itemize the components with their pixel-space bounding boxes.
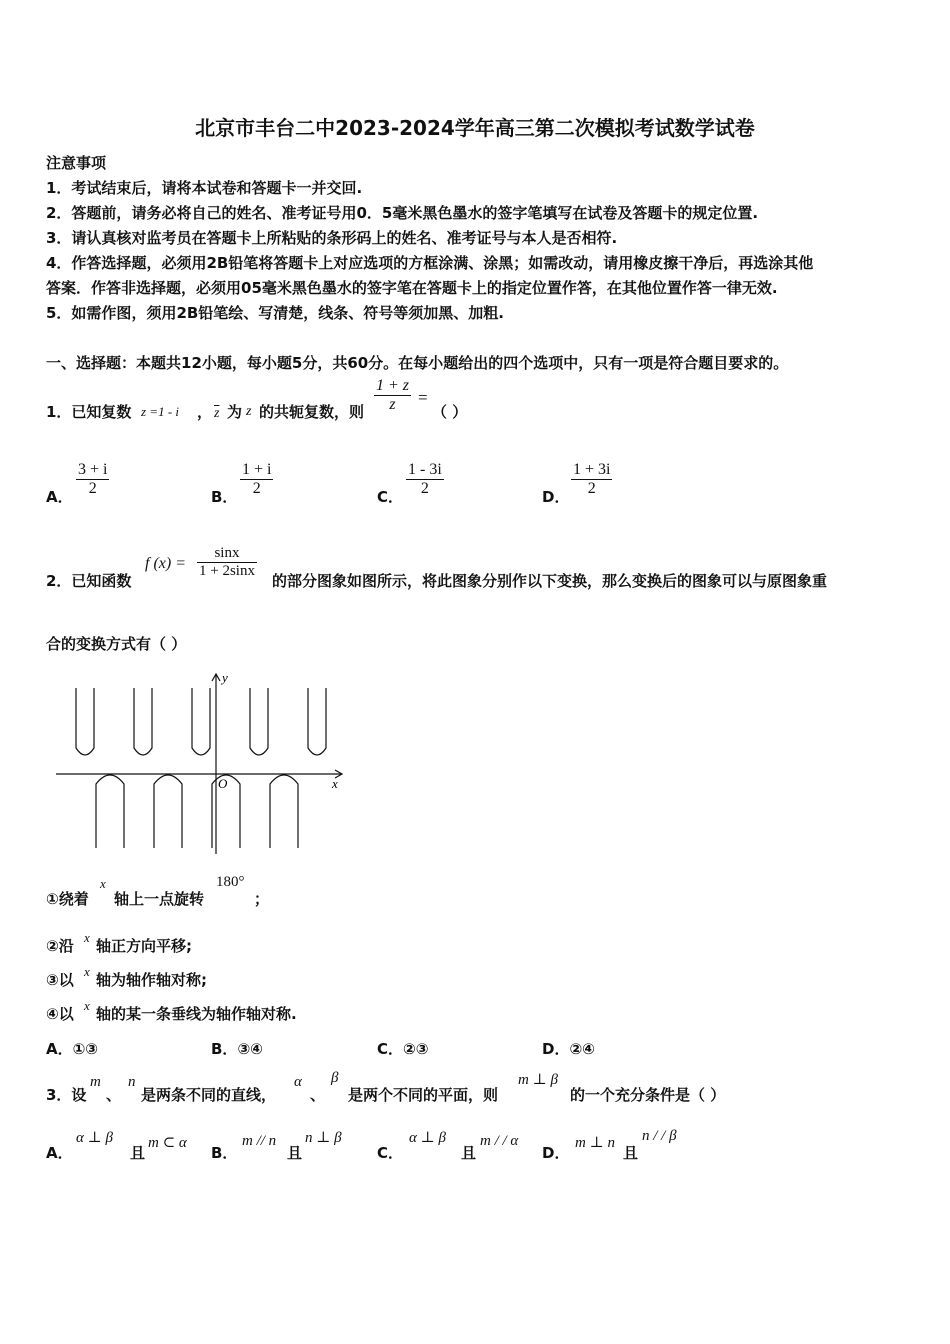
q2-option-d-label: D． [542, 1040, 570, 1058]
q2-t1b: 轴上一点旋转 [114, 890, 205, 908]
y-axis-label: y [222, 670, 228, 685]
q2-prefix: 2．已知函数 [46, 572, 132, 590]
curve-upper-1 [76, 688, 94, 755]
q1-mid2: 的共轭复数，则 [259, 403, 365, 421]
notice-item: 3．请认真核对监考员在答题卡上所粘贴的条形码上的姓名、准考证号与本人是否相符. [46, 229, 618, 247]
q2-fraction [197, 545, 257, 580]
q1-option-a-den: 2 [76, 479, 109, 498]
q2-frac-den: 1 + 2sinx [199, 563, 255, 579]
q1-option-b[interactable] [240, 461, 273, 498]
q1-z-def: z =1 - i [141, 404, 180, 419]
q3-mid1: 是两条不同的直线， [141, 1086, 277, 1104]
q3-option-d-cond1: m ⊥ n [575, 1135, 615, 1151]
q2-t4b: 轴的某一条垂线为轴作轴对称. [96, 1005, 297, 1023]
q3-option-a-cond1: α ⊥ β [76, 1130, 113, 1146]
q1-paren: （ ） [432, 403, 468, 421]
x-axis-label: x [332, 776, 338, 791]
q3-option-c-qie: 且 [461, 1144, 477, 1162]
q3-option-b-cond2: n ⊥ β [305, 1130, 342, 1146]
q3-option-c-cond1: α ⊥ β [409, 1130, 446, 1146]
notice-item: 答案．作答非选择题，必须用05毫米黑色墨水的签字笔在答题卡上的指定位置作答，在其他位置作答一律无效. [46, 279, 778, 297]
q2-option-c-text: ②③ [403, 1040, 429, 1058]
q1-option-a-num: 3 + i [78, 461, 108, 478]
q1-mid: 为 [227, 403, 243, 421]
q3-option-d-label: D． [542, 1144, 570, 1162]
q1-option-c-num: 1 - 3i [408, 461, 442, 478]
q3-option-c-label: C． [377, 1144, 404, 1162]
q2-option-b-text: ③④ [237, 1040, 263, 1058]
notice-item: 4．作答选择题，必须用2B铅笔将答题卡上对应选项的方框涂满、涂黑；如需改动，请用橡皮擦干净后，再选涂其他 [46, 254, 814, 272]
q1-frac-num: 1 + z [376, 377, 410, 394]
q3-option-b-qie: 且 [287, 1144, 303, 1162]
q2-t3x: x [84, 964, 90, 979]
notice-heading: 注意事项 [46, 154, 107, 172]
q3-option-a-qie: 且 [130, 1144, 146, 1162]
q3-sep1: 、 [106, 1086, 122, 1104]
q3-m: m [90, 1074, 101, 1090]
q2-option-b[interactable] [211, 1038, 263, 1059]
q1-option-c[interactable] [406, 461, 444, 498]
notice-item: 1．考试结束后，请将本试卷和答题卡一并交回. [46, 179, 363, 197]
q2-t1deg: 180° [216, 874, 245, 890]
q2-t2b: 轴正方向平移; [96, 937, 192, 955]
notice-item: 2．答题前，请务必将自己的姓名、准考证号用0．5毫米黑色墨水的签字笔填写在试卷及答题卡的规定位置. [46, 204, 759, 222]
q1-option-d-label: D． [542, 488, 570, 506]
q2-option-a[interactable] [46, 1038, 98, 1059]
q3-option-b-cond1: m // n [242, 1133, 277, 1149]
q3-alpha: α [294, 1074, 302, 1090]
q1-z2: z [246, 404, 252, 419]
curve-lower-2 [154, 775, 182, 848]
q1-option-d-num: 1 + 3i [573, 461, 611, 478]
q3-mid3: 的一个充分条件是（ ） [570, 1086, 726, 1104]
q3-option-b-label: B． [211, 1144, 238, 1162]
q1-option-b-num: 1 + i [242, 461, 272, 478]
q2-option-d-text: ②④ [569, 1040, 595, 1058]
q2-fx: f (x) = [145, 555, 186, 572]
q1-option-a-label: A． [46, 488, 73, 506]
q1-frac-den: z [374, 395, 411, 414]
section-heading: 一、选择题：本题共12小题，每小题5分，共60分。在每小题给出的四个选项中，只有一项是符合题目要求的。 [46, 354, 789, 372]
q2-option-a-label: A． [46, 1040, 73, 1058]
curve-upper-4 [250, 688, 268, 755]
q1-eq: = [418, 388, 428, 407]
q2-option-b-label: B． [211, 1040, 238, 1058]
q2-text1: 的部分图象如图所示，将此图象分别作以下变换，那么变换后的图象可以与原图象重 [272, 572, 828, 590]
curve-upper-2 [134, 688, 152, 755]
q1-option-d-den: 2 [571, 479, 612, 498]
notice-item: 5．如需作图，须用2B铅笔绘、写清楚，线条、符号等须加黑、加粗. [46, 304, 505, 322]
q2-option-d[interactable] [542, 1038, 595, 1059]
q1-prefix: 1．已知复数 [46, 403, 132, 421]
q2-t1c: ； [254, 890, 270, 908]
q3-option-a-cond2: m ⊂ α [148, 1135, 187, 1151]
q2-t4x: x [84, 998, 90, 1013]
q2-option-c-label: C． [377, 1040, 404, 1058]
q3-option-a-label: A． [46, 1144, 73, 1162]
q3-prefix: 3．设 [46, 1086, 87, 1104]
curve-upper-5 [308, 688, 326, 755]
q2-t2x: x [84, 930, 90, 945]
q3-n: n [128, 1074, 136, 1090]
q1-comma: ， [197, 403, 213, 421]
q2-t1x: x [100, 876, 106, 891]
q3-option-d-qie: 且 [623, 1144, 639, 1162]
q2-frac-num: sinx [214, 545, 240, 561]
q2-t2a: ②沿 [46, 937, 74, 955]
q2-graph [50, 668, 350, 860]
q1-option-c-label: C． [377, 488, 404, 506]
q2-t1a: ①绕着 [46, 890, 89, 908]
q1-option-d[interactable] [571, 461, 612, 498]
q2-option-a-text: ①③ [72, 1040, 99, 1058]
page-title: 北京市丰台二中2023-2024学年高三第二次模拟考试数学试卷 [195, 116, 755, 140]
q1-option-a[interactable] [76, 461, 109, 498]
curve-lower-1 [96, 775, 124, 848]
q2-text2: 合的变换方式有（ ） [46, 635, 187, 653]
q2-t3b: 轴为轴作轴对称; [96, 971, 207, 989]
origin-label: O [218, 776, 228, 791]
q3-mid2: 是两个不同的平面，则 [348, 1086, 499, 1104]
q1-option-b-label: B． [211, 488, 238, 506]
curve-lower-4 [270, 775, 298, 848]
q3-option-c-cond2: m / / α [480, 1133, 519, 1149]
curve-upper-3 [192, 688, 210, 755]
q3-beta: β [331, 1070, 339, 1086]
q3-sep2: 、 [310, 1086, 326, 1104]
q1-zbar: $\overline{z}$ [214, 406, 220, 421]
q2-option-c[interactable] [377, 1038, 428, 1059]
q1-option-b-den: 2 [240, 479, 273, 498]
q2-t3a: ③以 [46, 971, 74, 989]
q3-option-d-cond2: n / / β [642, 1128, 677, 1144]
q1-fraction [374, 377, 411, 414]
q2-t4a: ④以 [46, 1005, 74, 1023]
q3-cond: m ⊥ β [518, 1072, 558, 1088]
q1-option-c-den: 2 [406, 479, 444, 498]
